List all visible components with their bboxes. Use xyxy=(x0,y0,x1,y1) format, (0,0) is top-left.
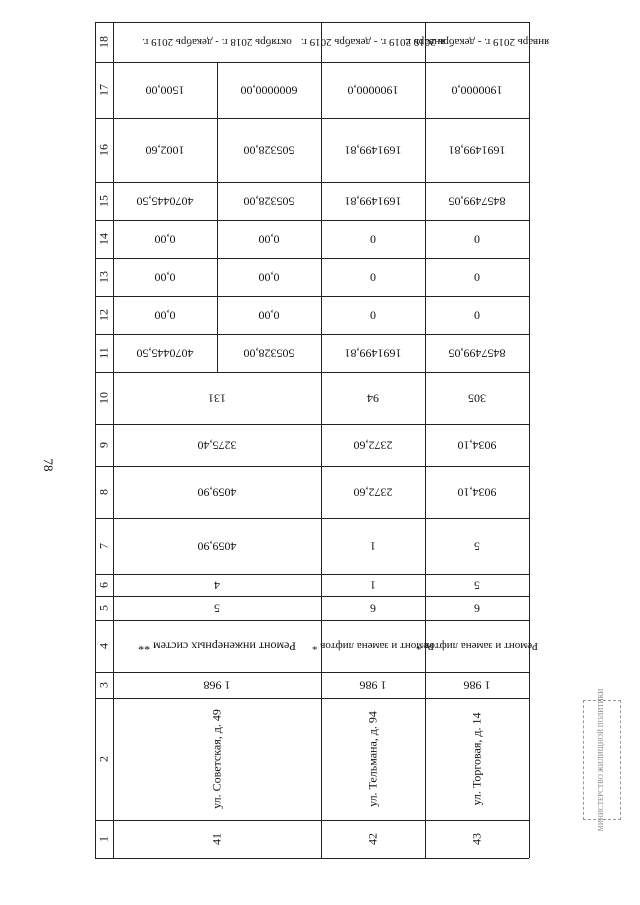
value-col7: 4059,90 xyxy=(197,539,237,554)
value-col9: 3275,40 xyxy=(197,438,237,453)
value-col15: 1691499,81 xyxy=(344,194,402,209)
column-number: 10 xyxy=(96,392,111,404)
value-col7: 1 xyxy=(370,539,376,554)
value-col16-b: 505328,00 xyxy=(243,143,295,158)
value-col8: 9034,10 xyxy=(457,485,497,500)
column-number: 11 xyxy=(96,347,111,359)
value-col15-b: 505328,00 xyxy=(243,194,295,209)
column-number: 15 xyxy=(96,195,111,207)
column-number: 7 xyxy=(96,543,111,549)
work-type: Ремонт инженерных систем ** xyxy=(138,639,296,654)
value-col8: 2372,60 xyxy=(353,485,393,500)
value-col6: 1 xyxy=(370,578,376,593)
value-col15-a: 4070445,50 xyxy=(136,194,194,209)
column-number: 9 xyxy=(96,442,111,448)
column-number: 18 xyxy=(96,36,111,48)
value-col11: 8457499,05 xyxy=(448,346,506,361)
value-col8: 4059,90 xyxy=(197,485,237,500)
value-col13: 0 xyxy=(370,270,376,285)
value-col13: 0 xyxy=(474,270,480,285)
year-built: 1 968 xyxy=(203,678,231,693)
row-number: 42 xyxy=(365,833,380,845)
value-col10: 94 xyxy=(367,391,379,406)
value-col6: 5 xyxy=(474,578,480,593)
column-number: 14 xyxy=(96,233,111,245)
value-col14: 0 xyxy=(474,232,480,247)
column-number: 1 xyxy=(96,836,111,842)
value-col9: 9034,10 xyxy=(457,438,497,453)
value-col12-b: 0,00 xyxy=(258,308,280,323)
value-col9: 2372,60 xyxy=(353,438,393,453)
value-col5: 6 xyxy=(370,601,376,616)
value-col14-a: 0,00 xyxy=(154,232,176,247)
column-number: 12 xyxy=(96,309,111,321)
stamp-text: МИНИСТЕРСТВО ЖИЛИЩНОЙ ПОЛИТИКИ xyxy=(597,688,606,832)
column-number: 2 xyxy=(96,756,111,762)
value-col14-b: 0,00 xyxy=(258,232,280,247)
value-col16-a: 1002,60 xyxy=(145,143,185,158)
year-built: 1 986 xyxy=(463,678,491,693)
column-number: 13 xyxy=(96,271,111,283)
work-type: Ремонт и замена лифтов * xyxy=(415,640,539,653)
value-col11: 1691499,81 xyxy=(344,346,402,361)
value-col6: 4 xyxy=(214,578,220,593)
value-col5: 5 xyxy=(214,601,220,616)
column-number: 16 xyxy=(96,144,111,156)
value-col16: 1691499,81 xyxy=(344,143,402,158)
value-col13-b: 0,00 xyxy=(258,270,280,285)
value-col10: 305 xyxy=(468,391,486,406)
column-number: 6 xyxy=(96,582,111,588)
value-col12: 0 xyxy=(474,308,480,323)
value-col12-a: 0,00 xyxy=(154,308,176,323)
value-col11-a: 4070445,50 xyxy=(136,346,194,361)
page-number: 78 xyxy=(41,458,56,472)
address: ул. Торговая, д. 14 xyxy=(469,712,484,806)
value-col10: 131 xyxy=(208,391,226,406)
value-col5: 6 xyxy=(474,601,480,616)
official-stamp xyxy=(583,688,621,832)
value-col12: 0 xyxy=(370,308,376,323)
column-number: 5 xyxy=(96,605,111,611)
column-number: 8 xyxy=(96,489,111,495)
column-number: 3 xyxy=(96,682,111,688)
value-col16: 1691499,81 xyxy=(448,143,506,158)
column-number: 4 xyxy=(96,643,111,649)
value-col15: 8457499,05 xyxy=(448,194,506,209)
value-col11-b: 505328,00 xyxy=(243,346,295,361)
work-type: Ремонт и замена лифтов * xyxy=(311,640,435,653)
work-period: октябрь 2018 г. - декабрь 2019 г. xyxy=(142,36,292,49)
year-built: 1 986 xyxy=(359,678,387,693)
value-col17-b: 6000000,00 xyxy=(240,83,298,98)
address: ул. Тельмана, д. 94 xyxy=(365,711,380,807)
address: ул. Советская, д. 49 xyxy=(209,709,224,809)
row-number: 41 xyxy=(209,833,224,845)
column-number: 17 xyxy=(96,84,111,96)
value-col13-a: 0,00 xyxy=(154,270,176,285)
value-col14: 0 xyxy=(370,232,376,247)
work-period: январь 2019 г. - декабрь 2019 г. xyxy=(404,36,550,49)
work-period: январь 2019 г. - декабрь 2019 г. xyxy=(300,36,446,49)
value-col17: 1900000,0 xyxy=(347,83,399,98)
value-col17-a: 1500,00 xyxy=(145,83,185,98)
row-number: 43 xyxy=(469,833,484,845)
value-col17: 1900000,0 xyxy=(451,83,503,98)
value-col7: 5 xyxy=(474,539,480,554)
